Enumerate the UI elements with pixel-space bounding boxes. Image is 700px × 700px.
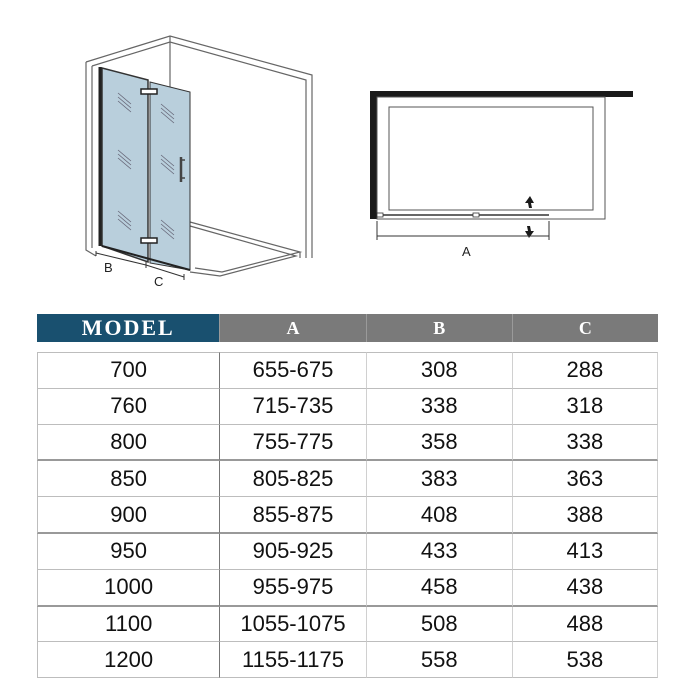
table-header-row [37,314,658,342]
table-row [37,534,658,570]
cell-model: 950 [37,534,220,570]
cell-c: 538 [513,642,658,678]
dimension-a [377,221,549,240]
table-row [37,497,658,534]
column-header-c: C [513,314,658,342]
shower-plan-diagram [350,0,700,300]
table-row [37,607,658,643]
cell-b: 558 [367,642,513,678]
cell-b: 508 [367,607,513,643]
hinge-bottom [141,238,157,243]
cell-a: 1055-1075 [220,607,366,643]
cell-b: 458 [367,570,513,607]
dimension-label-c: C [154,274,164,289]
column-header-b: B [367,314,513,342]
table-row [37,389,658,425]
cell-b: 308 [367,352,513,389]
table-row [37,425,658,462]
cell-c: 388 [513,497,658,534]
cell-a: 655-675 [220,352,366,389]
cell-a: 955-975 [220,570,366,607]
size-table [37,314,658,678]
cell-model: 1200 [37,642,220,678]
cell-a: 805-825 [220,461,366,497]
cell-a: 905-925 [220,534,366,570]
cell-model: 800 [37,425,220,462]
cell-model: 900 [37,497,220,534]
column-header-a: A [220,314,366,342]
table-row [37,570,658,607]
cell-b: 433 [367,534,513,570]
cell-b: 358 [367,425,513,462]
cell-a: 715-735 [220,389,366,425]
cell-model: 1100 [37,607,220,643]
tray-outline [377,97,605,219]
fold-arrows [525,196,534,238]
dimension-label-b: B [104,260,113,275]
cell-c: 413 [513,534,658,570]
cell-c: 488 [513,607,658,643]
shower-tray [190,222,300,276]
glass-panels [100,67,190,270]
table-row [37,352,658,389]
cell-model: 850 [37,461,220,497]
cell-c: 338 [513,425,658,462]
cell-model: 760 [37,389,220,425]
cell-c: 288 [513,352,658,389]
table-row [37,642,658,678]
cell-b: 338 [367,389,513,425]
dimension-label-a: A [462,244,471,259]
cell-a: 1155-1175 [220,642,366,678]
hinge-top [141,89,157,94]
glass-panel-left [102,68,148,262]
cell-c: 438 [513,570,658,607]
wall [370,91,633,219]
glass-line [377,213,549,217]
cell-model: 700 [37,352,220,389]
cell-model: 1000 [37,570,220,607]
cell-b: 383 [367,461,513,497]
table-row [37,461,658,497]
cell-c: 318 [513,389,658,425]
cell-b: 408 [367,497,513,534]
cell-a: 755-775 [220,425,366,462]
cell-c: 363 [513,461,658,497]
cell-a: 855-875 [220,497,366,534]
shower-door-3d-diagram [0,0,350,300]
column-header-model: MODEL [37,314,220,342]
